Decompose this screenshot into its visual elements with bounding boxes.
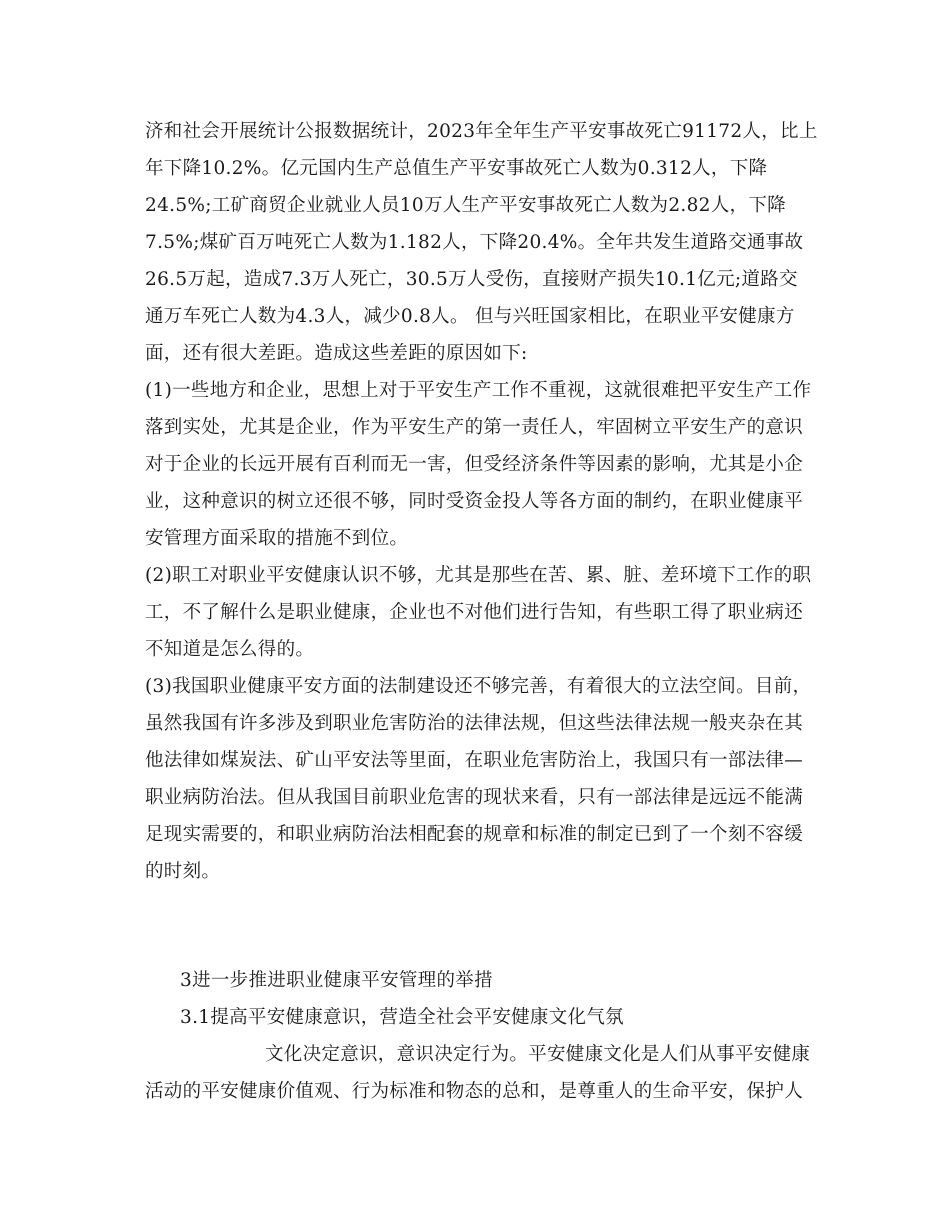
list-item-3-line: 的时刻。 bbox=[145, 861, 221, 882]
body-text-line: 7.5%;煤矿百万吨死亡人数为1.182人，下降20.4%。全年共发生道路交通事故 bbox=[145, 232, 804, 253]
list-item-3-line: (3)我国职业健康平安方面的法制建设还不够完善，有着很大的立法空间。目前， bbox=[145, 676, 812, 697]
body-text-line: 济和社会开展统计公报数据统计，2023年全年生产平安事故死亡91172人，比上 bbox=[145, 121, 818, 142]
list-item-2-line: 工，不了解什么是职业健康，企业也不对他们进行告知，有些职工得了职业病还 bbox=[145, 602, 804, 623]
list-item-3-line: 虽然我国有许多涉及到职业危害防治的法律法规，但这些法律法规一般夹杂在其 bbox=[145, 713, 804, 734]
body-text-line: 24.5%;工矿商贸企业就业人员10万人生产平安事故死亡人数为2.82人，下降 bbox=[145, 195, 786, 216]
list-item-1-line: 安管理方面采取的措施不到位。 bbox=[145, 528, 409, 549]
body-text-line: 通万车死亡人数为4.3人，减少0.8人。 但与兴旺国家相比，在职业平安健康方 bbox=[145, 306, 795, 327]
body-text-line: 26.5万起，造成7.3万人死亡，30.5万人受伤，直接财产损失10.1亿元;道路交 bbox=[145, 269, 798, 290]
list-item-3-line: 足现实需要的，和职业病防治法相配套的规章和标准的制定已到了一个刻不容缓 bbox=[145, 824, 804, 845]
list-item-3-line: 他法律如煤炭法、矿山平安法等里面，在职业危害防治上，我国只有一部法律— bbox=[145, 750, 804, 771]
body-text-line: 年下降10.2%。亿元国内生产总值生产平安事故死亡人数为0.312人，下降 bbox=[145, 158, 768, 179]
list-item-1-line: 业，这种意识的树立还很不够，同时受资金投人等各方面的制约，在职业健康平 bbox=[145, 491, 804, 512]
list-item-1-line: (1)一些地方和企业，思想上对于平安生产工作不重视，这就很难把平安生产工作 bbox=[145, 380, 812, 401]
body-text-line: 面，还有很大差距。造成这些差距的原因如下: bbox=[145, 343, 528, 364]
paragraph-first-line: 文化决定意识，意识决定行为。平安健康文化是人们从事平安健康 bbox=[265, 1044, 811, 1065]
list-item-2-line: (2)职工对职业平安健康认识不够，尤其是那些在苦、累、脏、差环境下工作的职 bbox=[145, 565, 812, 586]
list-item-1-line: 对于企业的长远开展有百利而无一害，但受经济条件等因素的影响，尤其是小企 bbox=[145, 454, 804, 475]
list-item-1-line: 落到实处，尤其是企业，作为平安生产的第一责任人，牢固树立平安生产的意识 bbox=[145, 417, 804, 438]
subsection-heading: 3.1提高平安健康意识，营造全社会平安健康文化气氛 bbox=[180, 1007, 624, 1028]
list-item-3-line: 职业病防治法。但从我国目前职业危害的现状来看，只有一部法律是远远不能满 bbox=[145, 787, 804, 808]
section-heading: 3进一步推进职业健康平安管理的举措 bbox=[180, 970, 493, 991]
list-item-2-line: 不知道是怎么得的。 bbox=[145, 639, 315, 660]
body-text-line: 活动的平安健康价值观、行为标准和物态的总和，是尊重人的生命平安，保护人 bbox=[145, 1081, 804, 1102]
